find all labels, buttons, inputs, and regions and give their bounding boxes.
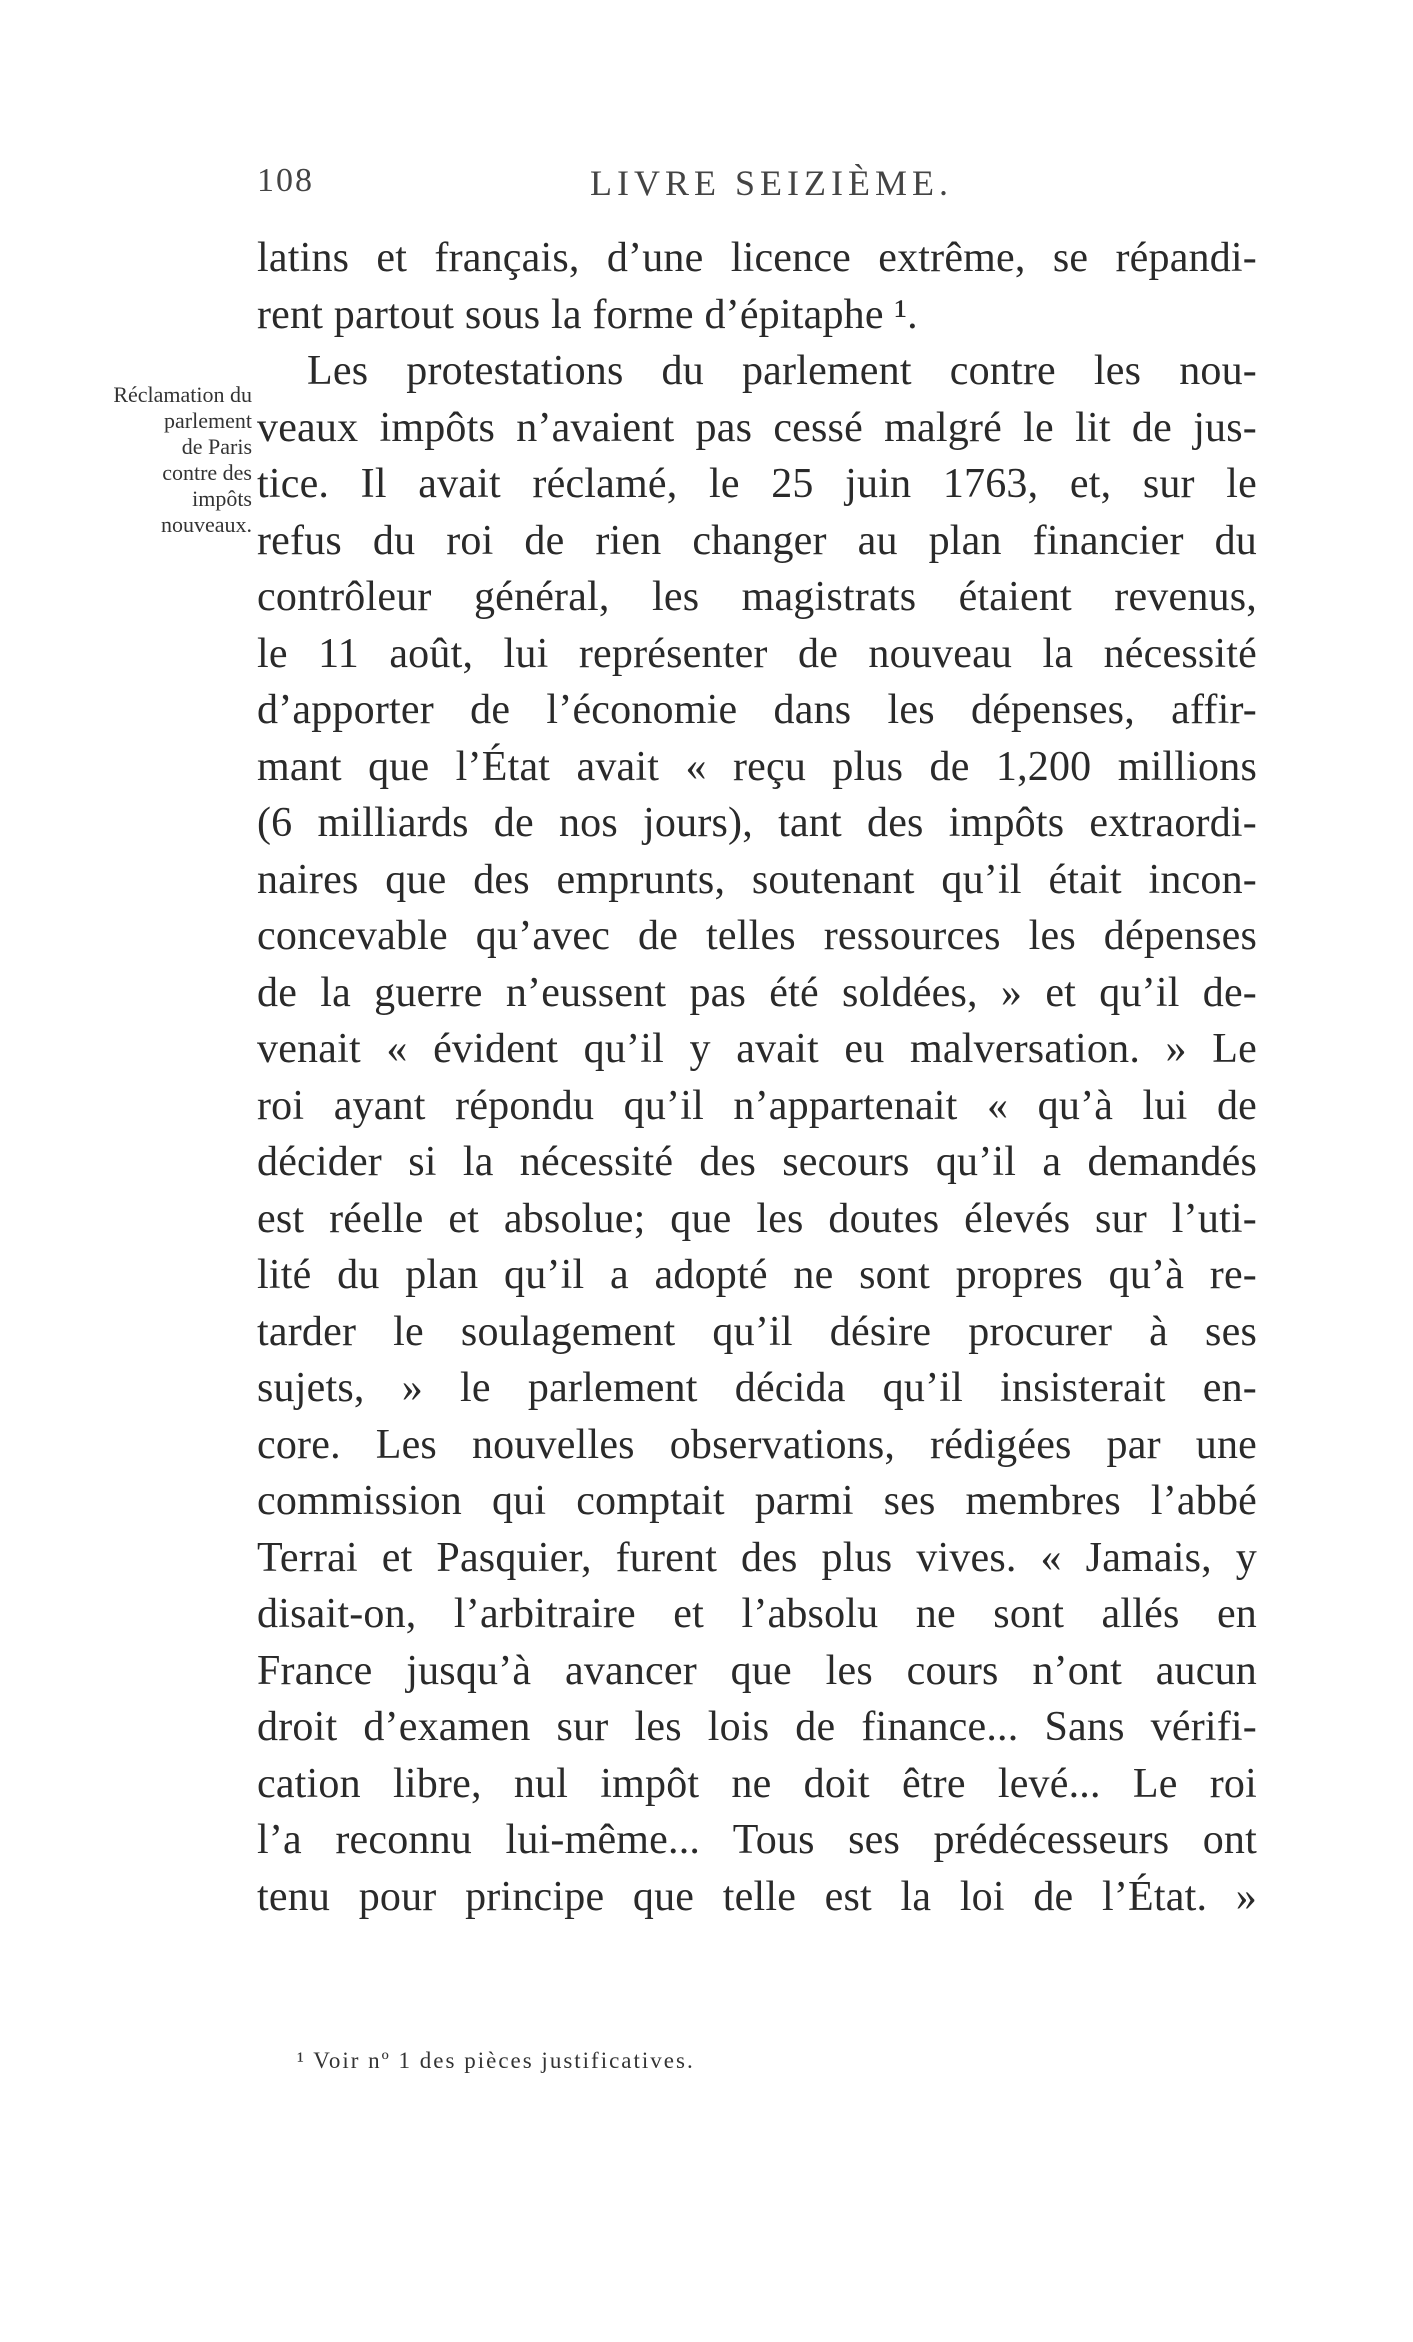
text-line: concevable qu’avec de telles ressources les dépenses bbox=[257, 913, 1257, 959]
text-line: roi ayant répondu qu’il n’appartenait « qu’à lui de bbox=[257, 1082, 1257, 1129]
text-line: core. Les nouvelles observations, rédigées par une bbox=[257, 1421, 1257, 1468]
marginal-note-line: Réclamation du bbox=[113, 382, 252, 407]
footnote: ¹ Voir nº 1 des pièces justificatives. bbox=[297, 2048, 695, 2073]
text-line: veaux impôts n’avaient pas cessé malgré le lit de jus- bbox=[257, 404, 1257, 451]
text-line: tice. Il avait réclamé, le 25 juin 1763, et, sur le bbox=[257, 461, 1257, 507]
text-line: le 11 août, lui représenter de nouveau la nécessité bbox=[257, 630, 1257, 677]
text-line: refus du roi de rien changer au plan financier du bbox=[257, 517, 1257, 564]
text-line: commission qui comptait parmi ses membres l’abbé bbox=[257, 1478, 1257, 1524]
marginal-note-line: parlement bbox=[164, 408, 252, 433]
text-line: l’a reconnu lui-même... Tous ses prédécesseurs ont bbox=[257, 1817, 1257, 1863]
text-line: disait-on, l’arbitraire et l’absolu ne sont allés en bbox=[257, 1591, 1257, 1637]
text-line: (6 milliards de nos jours), tant des impôts extraordi- bbox=[257, 800, 1257, 846]
text-line: de la guerre n’eussent pas été soldées, » et qu’il de- bbox=[257, 969, 1257, 1016]
text-line: rent partout sous la forme d’épitaphe ¹. bbox=[257, 291, 918, 338]
text-line: venait « évident qu’il y avait eu malversation. » Le bbox=[257, 1026, 1257, 1072]
text-line: lité du plan qu’il a adopté ne sont propres qu’à re- bbox=[257, 1252, 1257, 1298]
marginal-note bbox=[40, 382, 252, 538]
text-line: naires que des emprunts, soutenant qu’il était incon- bbox=[257, 856, 1257, 903]
text-line: sujets, » le parlement décida qu’il insisterait en- bbox=[257, 1365, 1257, 1411]
marginal-note-line: contre des bbox=[162, 460, 252, 485]
text-line: cation libre, nul impôt ne doit être levé... Le roi bbox=[257, 1760, 1257, 1807]
marginal-note-line: de Paris bbox=[181, 434, 252, 459]
text-line: d’apporter de l’économie dans les dépenses, affir- bbox=[257, 687, 1257, 733]
text-line: latins et français, d’une licence extrême, se répandi- bbox=[257, 235, 1257, 281]
text-line: Les protestations du parlement contre les nou- bbox=[307, 348, 1257, 394]
text-line: Terrai et Pasquier, furent des plus vives. « Jamais, y bbox=[257, 1534, 1257, 1581]
body-text bbox=[257, 230, 1257, 1925]
page-number: 108 bbox=[257, 162, 314, 199]
marginal-note-line: nouveaux. bbox=[160, 512, 252, 537]
text-line: droit d’examen sur les lois de finance... Sans vérifi- bbox=[257, 1704, 1257, 1750]
text-line: est réelle et absolue; que les doutes élevés sur l’uti- bbox=[257, 1195, 1257, 1242]
text-line: tarder le soulagement qu’il désire procurer à ses bbox=[257, 1308, 1257, 1355]
text-line: contrôleur général, les magistrats étaient revenus, bbox=[257, 574, 1257, 620]
text-line: France jusqu’à avancer que les cours n’ont aucun bbox=[257, 1647, 1257, 1694]
running-head: LIVRE SEIZIÈME. bbox=[590, 163, 953, 203]
text-line: tenu pour principe que telle est la loi de l’État. » bbox=[257, 1873, 1257, 1920]
text-line: décider si la nécessité des secours qu’il a demandés bbox=[257, 1139, 1257, 1185]
marginal-note-line: impôts bbox=[192, 486, 252, 511]
text-line: mant que l’État avait « reçu plus de 1,200 millions bbox=[257, 743, 1257, 790]
